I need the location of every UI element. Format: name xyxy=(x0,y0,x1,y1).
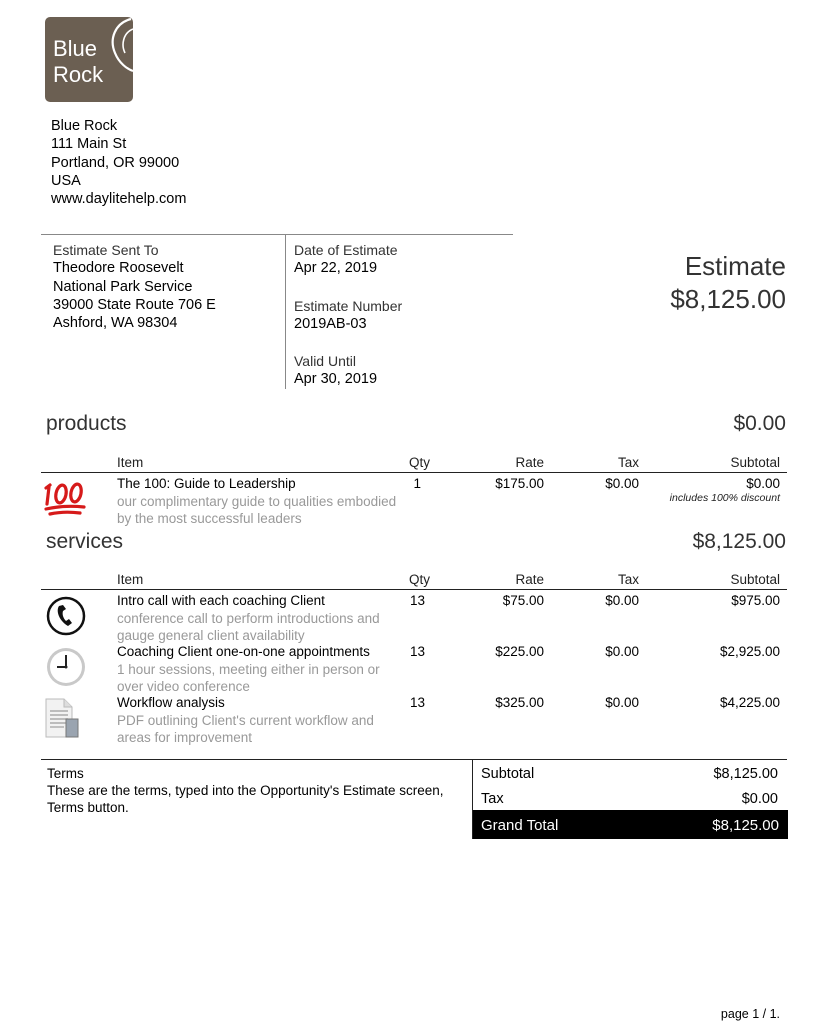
recipient-street: 39000 State Route 706 E xyxy=(53,296,216,313)
document-icon xyxy=(44,697,88,744)
subtotal-value: $8,125.00 xyxy=(713,766,778,782)
logo-line-1: Blue xyxy=(53,36,98,61)
item-qty: 1 xyxy=(413,476,421,491)
terms-block xyxy=(47,765,457,816)
item-description: conference call to perform introductions and gauge general client availability xyxy=(117,610,380,643)
recipient-name: Theodore Roosevelt xyxy=(53,260,184,277)
tax-row xyxy=(481,791,778,807)
column-subtotal: Subtotal xyxy=(730,455,780,470)
totals-box xyxy=(472,760,787,839)
services-header-rule xyxy=(41,589,787,590)
estimate-title: Estimate xyxy=(684,251,786,281)
item-name: Intro call with each coaching Client xyxy=(117,593,325,608)
subtotal-row xyxy=(481,766,778,782)
estimate-total: $8,125.00 xyxy=(670,284,786,314)
grand-total-value: $8,125.00 xyxy=(712,817,779,834)
item-rate: $225.00 xyxy=(495,644,544,659)
services-section-total: $8,125.00 xyxy=(692,530,786,553)
company-name: Blue Rock xyxy=(51,118,118,134)
column-rate: Rate xyxy=(515,572,544,587)
estimate-recipient xyxy=(53,241,216,332)
service-row xyxy=(117,592,397,645)
recipient-city: Ashford, WA 98304 xyxy=(53,315,178,332)
subtotal-label: Subtotal xyxy=(481,766,535,782)
column-item: Item xyxy=(117,572,144,587)
tax-value: $0.00 xyxy=(741,791,778,807)
services-section-title: services xyxy=(46,530,124,553)
telephone-icon xyxy=(44,596,88,639)
column-qty: Qty xyxy=(408,572,430,587)
estimate-date: Apr 22, 2019 xyxy=(294,260,378,277)
logo-line-2: Rock xyxy=(53,62,104,87)
service-row xyxy=(117,694,397,747)
company-address xyxy=(51,117,186,208)
item-tax: $0.00 xyxy=(605,593,639,608)
company-logo xyxy=(45,17,133,102)
column-subtotal: Subtotal xyxy=(730,572,780,587)
column-item: Item xyxy=(117,455,144,470)
item-discount-note: includes 100% discount xyxy=(669,492,780,504)
header-vertical-divider xyxy=(285,235,286,389)
company-website: www.daylitehelp.com xyxy=(51,191,187,208)
item-rate: $325.00 xyxy=(495,695,544,710)
item-description: 1 hour sessions, meeting either in person or over video conference xyxy=(117,661,380,694)
valid-label: Valid Until xyxy=(294,353,356,370)
recipient-org: National Park Service xyxy=(53,278,193,295)
item-subtotal: $975.00 xyxy=(731,593,780,608)
products-section-title: products xyxy=(46,412,127,435)
page-number: page 1 / 1. xyxy=(720,1007,780,1021)
column-tax: Tax xyxy=(617,455,639,470)
estimate-number: 2019AB-03 xyxy=(294,315,367,332)
item-name: Coaching Client one-on-one appointments xyxy=(117,644,370,659)
tax-label: Tax xyxy=(481,791,504,807)
product-row xyxy=(117,475,397,528)
grand-total-label: Grand Total xyxy=(481,817,559,834)
item-description: PDF outlining Client's current workflow and areas for improvement xyxy=(117,712,374,745)
logo-wordmark xyxy=(53,36,103,88)
item-description: our complimentary guide to qualities embodied by the most successful leaders xyxy=(117,493,397,526)
item-qty: 13 xyxy=(409,644,425,659)
item-subtotal: $2,925.00 xyxy=(719,644,780,659)
item-tax: $0.00 xyxy=(605,644,639,659)
item-tax: $0.00 xyxy=(605,695,639,710)
grand-total-row xyxy=(473,810,788,839)
item-qty: 13 xyxy=(409,695,425,710)
item-subtotal: $4,225.00 xyxy=(719,695,780,710)
item-subtotal: $0.00 xyxy=(746,476,780,491)
column-rate: Rate xyxy=(515,455,544,470)
company-country: USA xyxy=(51,172,81,189)
recipient-label: Estimate Sent To xyxy=(53,242,159,258)
company-city: Portland, OR 99000 xyxy=(51,154,180,171)
header-divider xyxy=(41,234,513,235)
service-row xyxy=(117,643,397,696)
company-street: 111 Main St xyxy=(51,136,127,153)
item-rate: $75.00 xyxy=(502,593,544,608)
column-qty: Qty xyxy=(408,455,430,470)
item-qty: 13 xyxy=(409,593,425,608)
item-rate: $175.00 xyxy=(495,476,544,491)
valid-until: Apr 30, 2019 xyxy=(294,371,378,388)
item-tax: $0.00 xyxy=(605,476,639,491)
products-section-total: $0.00 xyxy=(733,412,786,435)
item-name: The 100: Guide to Leadership xyxy=(117,476,296,491)
estimate-meta xyxy=(294,241,402,389)
terms-text: These are the terms, typed into the Opportunity's Estimate screen, Terms button. xyxy=(47,783,444,815)
item-name: Workflow analysis xyxy=(117,695,225,710)
column-tax: Tax xyxy=(617,572,639,587)
hundred-points-icon xyxy=(44,477,88,520)
number-label: Estimate Number xyxy=(294,297,403,314)
terms-label: Terms xyxy=(47,766,84,781)
products-header-rule xyxy=(41,472,787,473)
date-label: Date of Estimate xyxy=(294,242,398,258)
clock-icon xyxy=(44,646,88,691)
